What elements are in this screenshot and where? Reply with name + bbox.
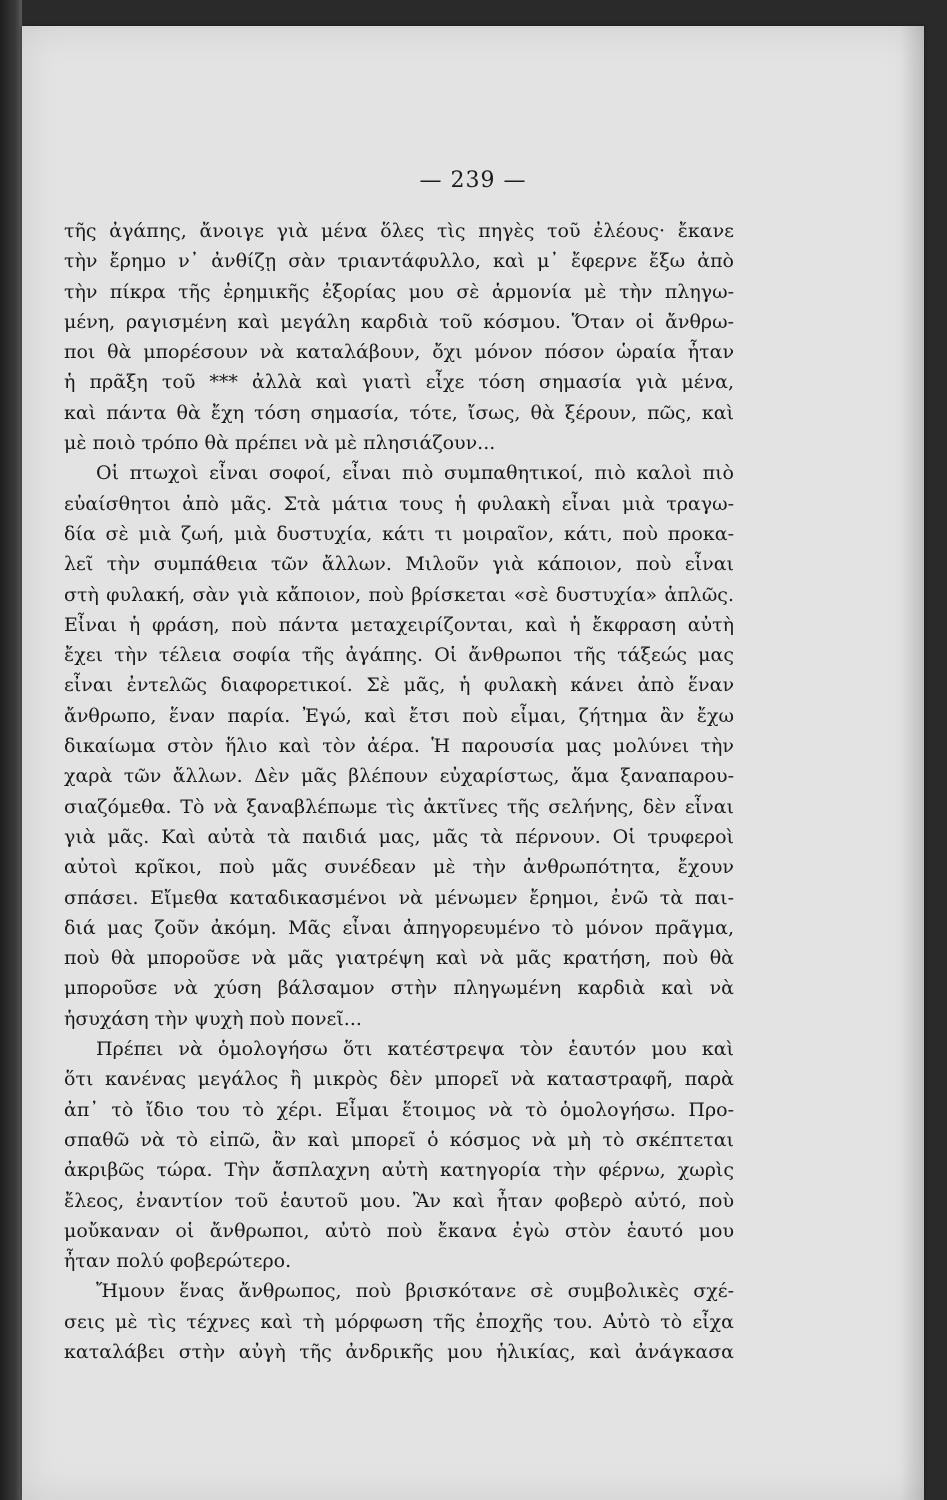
text-line: μὲ ποιὸ τρόπο θὰ πρέπει νὰ μὲ πλησιάζουν... bbox=[64, 432, 496, 455]
text-line: Πρέπει νὰ ὁμολογήσω ὅτι κατέστρεψα τὸν ἑαυτόν μου καὶ bbox=[96, 1038, 734, 1061]
text-line: διά μας ζοῦν ἀκόμη. Μᾶς εἶναι ἀπηγορευμένο τὸ μόνον πρᾶγμα, bbox=[64, 916, 734, 939]
text-line: Ἤμουν ἕνας ἄνθρωπος, ποὺ βρισκότανε σὲ συμβολικὲς σχέ- bbox=[96, 1280, 734, 1303]
text-line: τὴν ἔρημο ν᾽ ἀνθίζῃ σὰν τριαντάφυλλο, καὶ μ᾽ ἔφερνε ἔξω ἀπὸ bbox=[64, 250, 734, 273]
text-line: αὐτοὶ κρῖκοι, ποὺ μᾶς συνέδεαν μὲ τὴν ἀνθρωπότητα, ἔχουν bbox=[64, 856, 734, 879]
page-number: — 239 — bbox=[419, 168, 527, 193]
text-line: ὅτι κανένας μεγάλος ἢ μικρὸς δὲν μπορεῖ νὰ καταστραφῆ, παρὰ bbox=[64, 1068, 734, 1091]
text-line: Οἱ πτωχοὶ εἶναι σοφοί, εἶναι πιὸ συμπαθητικοί, πιὸ καλοὶ πιὸ bbox=[96, 462, 734, 485]
page-edge-shadow bbox=[900, 26, 924, 1500]
text-line: ἀκριβῶς τώρα. Τὴν ἄσπλαχνη αὐτὴ κατηγορία τὴν φέρνω, χωρὶς bbox=[64, 1159, 734, 1182]
text-line: καταλάβει στὴν αὐγὴ τῆς ἀνδρικῆς μου ἡλικίας, καὶ ἀνάγκασα bbox=[64, 1340, 734, 1363]
text-line: ἄνθρωπο, ἕναν παρία. Ἐγώ, καὶ ἔτσι ποὺ εἶμαι, ζήτημα ἂν ἔχω bbox=[64, 704, 734, 727]
text-line: ἔχει τὴν τέλεια σοφία τῆς ἀγάπης. Οἱ ἄνθρωποι τῆς τάξεώς μας bbox=[64, 644, 734, 667]
book-page bbox=[22, 26, 924, 1500]
text-line: ἡσυχάση τὴν ψυχὴ ποὺ πονεῖ... bbox=[64, 1007, 362, 1030]
text-line: μένη, ραγισμένη καὶ μεγάλη καρδιὰ τοῦ κόσμου. Ὅταν οἱ ἄνθρω- bbox=[64, 310, 734, 333]
text-line: ποὺ θὰ μποροῦσε νὰ μᾶς γιατρέψη καὶ νὰ μᾶς κρατήση, ποὺ θὰ bbox=[64, 947, 734, 970]
text-line: ποι θὰ μπορέσουν νὰ καταλάβουν, ὄχι μόνον πόσον ὡραία ἦταν bbox=[64, 341, 734, 364]
text-line: τῆς ἀγάπης, ἄνοιγε γιὰ μένα ὅλες τὶς πηγὲς τοῦ ἐλέους· ἔκανε bbox=[64, 220, 734, 242]
text-line: μποροῦσε νὰ χύση βάλσαμον στὴν πληγωμένη καρδιὰ καὶ νὰ bbox=[64, 977, 734, 1000]
text-line: τὴν πίκρα τῆς ἐρημικῆς ἐξορίας μου σὲ ἁρμονία μὲ τὴν πληγω- bbox=[64, 280, 734, 303]
text-line: σπάσει. Εἴμεθα καταδικασμένοι νὰ μένωμεν ἔρημοι, ἐνῶ τὰ παι- bbox=[64, 886, 734, 909]
text-line: χαρὰ τῶν ἄλλων. Δὲν μᾶς βλέπουν εὐχαρίστως, ἅμα ξαναπαρου- bbox=[64, 765, 734, 788]
text-line: ἀπ᾽ τὸ ἴδιο του τὸ χέρι. Εἶμαι ἕτοιμος νὰ τὸ ὁμολογήσω. Προ- bbox=[64, 1098, 734, 1121]
text-line: ἡ πρᾶξη τοῦ *** ἀλλὰ καὶ γιατὶ εἶχε τόση σημασία γιὰ μένα, bbox=[64, 371, 734, 394]
text-line: δία σὲ μιὰ ζωή, μιὰ δυστυχία, κάτι τι μοιραῖον, κάτι, ποὺ προκα- bbox=[64, 522, 734, 545]
text-line: λεῖ τὴν συμπάθεια τῶν ἄλλων. Μιλοῦν γιὰ κάποιον, ποὺ εἶναι bbox=[64, 553, 734, 576]
text-line: γιὰ μᾶς. Καὶ αὐτὰ τὰ παιδιά μας, μᾶς τὰ πέρνουν. Οἱ τρυφεροὶ bbox=[64, 825, 734, 848]
text-line: εἶναι ἐντελῶς διαφορετικοί. Σὲ μᾶς, ἡ φυλακὴ κάνει ἀπὸ ἕναν bbox=[64, 674, 734, 697]
text-line: σιαζόμεθα. Τὸ νὰ ξαναβλέπωμε τὶς ἀκτῖνες τῆς σελήνης, δὲν εἶναι bbox=[64, 795, 734, 818]
text-line: σεις μὲ τὶς τέχνες καὶ τὴ μόρφωση τῆς ἐποχῆς του. Αὐτὸ τὸ εἶχα bbox=[64, 1310, 734, 1333]
text-line: ἔλεος, ἐναντίον τοῦ ἑαυτοῦ μου. Ἂν καὶ ἦταν φοβερὸ αὐτό, ποὺ bbox=[64, 1189, 734, 1212]
page-binding-shadow bbox=[0, 0, 22, 1500]
text-line: στὴ φυλακή, σὰν γιὰ κἄποιον, ποὺ βρίσκεται «σὲ δυστυχία» ἁπλῶς. bbox=[64, 583, 734, 606]
text-line: καὶ πάντα θὰ ἔχη τόση σημασία, τότε, ἴσως, θὰ ξέρουν, πῶς, καὶ bbox=[64, 401, 734, 424]
text-line: μοὔκαναν οἱ ἄνθρωποι, αὐτὸ ποὺ ἔκανα ἐγὼ στὸν ἑαυτό μου bbox=[64, 1219, 734, 1242]
body-text bbox=[64, 216, 734, 1367]
text-line: Εἶναι ἡ φράση, ποὺ πάντα μεταχειρίζονται, καὶ ἡ ἔκφραση αὐτὴ bbox=[64, 613, 734, 636]
text-line: εὐαίσθητοι ἀπὸ μᾶς. Στὰ μάτια τους ἡ φυλακὴ εἶναι μιὰ τραγω- bbox=[64, 492, 734, 515]
text-line: ἦταν πολύ φοβερώτερο. bbox=[64, 1250, 292, 1273]
text-line: δικαίωμα στὸν ἥλιο καὶ τὸν ἀέρα. Ἡ παρουσία μας μολύνει τὴν bbox=[64, 735, 734, 758]
text-line: σπαθῶ νὰ τὸ εἰπῶ, ἂν καὶ μπορεῖ ὁ κόσμος νὰ μὴ τὸ σκέπτεται bbox=[64, 1128, 734, 1151]
